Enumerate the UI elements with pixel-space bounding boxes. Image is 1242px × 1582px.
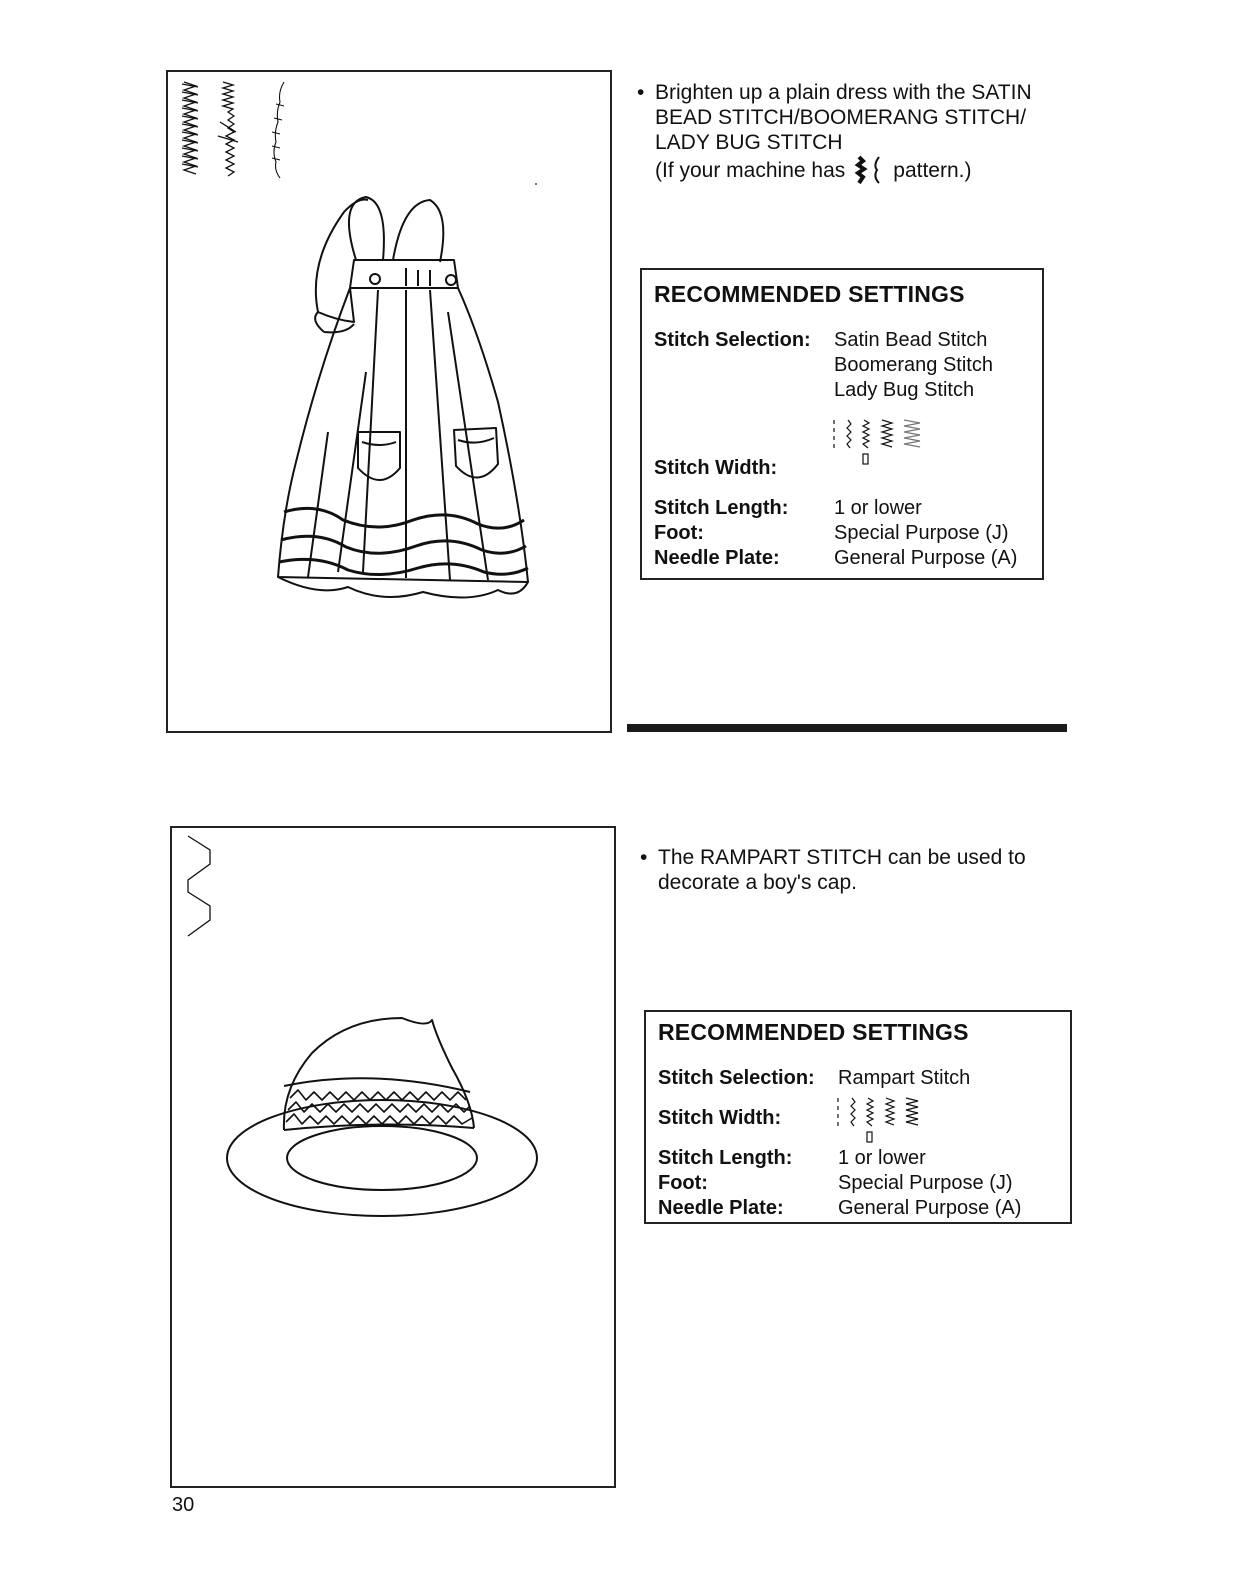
stitch-width-label: Stitch Width:: [658, 1107, 782, 1129]
section2-description: [640, 845, 1078, 895]
stitch-width-label: Stitch Width:: [654, 457, 778, 479]
recommended-settings-box-2: [644, 1010, 1072, 1224]
boomerang-ladybug-pattern-icon: [849, 155, 889, 185]
needle-plate-label: Needle Plate:: [654, 547, 780, 569]
stitch-width-selector-icon: [834, 1096, 964, 1146]
bullet-dot: •: [637, 81, 645, 104]
lady-bug-stitch-icon: [272, 82, 284, 178]
stitch-selection-label: Stitch Selection:: [654, 329, 811, 351]
settings-heading: RECOMMENDED SETTINGS: [658, 1019, 969, 1045]
stitch-selection-values: [834, 328, 993, 403]
needle-plate-value: General Purpose (A): [834, 547, 1018, 569]
stitch-selection-value: Lady Bug Stitch: [834, 379, 975, 401]
dress-illustration: [168, 72, 610, 731]
stitch-selection-label: Stitch Selection:: [658, 1067, 815, 1089]
cap-illustration: [172, 828, 614, 1486]
description-note-after: pattern.): [893, 158, 972, 182]
description-line: BEAD STITCH/BOOMERANG STITCH/: [655, 106, 1027, 129]
foot-label: Foot:: [658, 1172, 708, 1194]
stitch-selection-value: Rampart Stitch: [838, 1067, 971, 1089]
description-line: Brighten up a plain dress with the SATIN: [655, 81, 1032, 104]
section-divider: [627, 724, 1067, 732]
description-line: LADY BUG STITCH: [655, 131, 843, 154]
satin-bead-stitch-icon: [182, 82, 198, 174]
dress-figure: [278, 197, 528, 598]
rampart-stitch-icon: [188, 836, 210, 936]
description-note: [655, 155, 1075, 185]
cap-figure: [227, 1018, 537, 1216]
foot-value: Special Purpose (J): [834, 522, 1009, 544]
dress-illustration-panel: [166, 70, 612, 733]
settings-heading: RECOMMENDED SETTINGS: [654, 281, 965, 307]
foot-label: Foot:: [654, 522, 704, 544]
boomerang-stitch-icon: [218, 82, 238, 176]
stitch-selection-value: Boomerang Stitch: [834, 354, 993, 376]
page-number: 30: [172, 1494, 195, 1516]
stitch-length-label: Stitch Length:: [654, 497, 789, 519]
needle-plate-value: General Purpose (A): [838, 1197, 1022, 1219]
stitch-length-value: 1 or lower: [834, 497, 922, 519]
description-line: The RAMPART STITCH can be used to: [658, 846, 1026, 869]
foot-value: Special Purpose (J): [838, 1172, 1013, 1194]
description-line: decorate a boy's cap.: [658, 871, 857, 894]
stitch-width-selector-icon: [830, 418, 960, 468]
stitch-length-value: 1 or lower: [838, 1147, 926, 1169]
cap-illustration-panel: [170, 826, 616, 1488]
stitch-selection-value: Satin Bead Stitch: [834, 329, 988, 351]
needle-plate-label: Needle Plate:: [658, 1197, 784, 1219]
section1-description: [637, 80, 1075, 185]
stitch-length-label: Stitch Length:: [658, 1147, 793, 1169]
recommended-settings-box-1: [640, 268, 1044, 580]
description-note-before: (If your machine has: [655, 158, 846, 182]
bullet-dot: •: [640, 846, 648, 869]
